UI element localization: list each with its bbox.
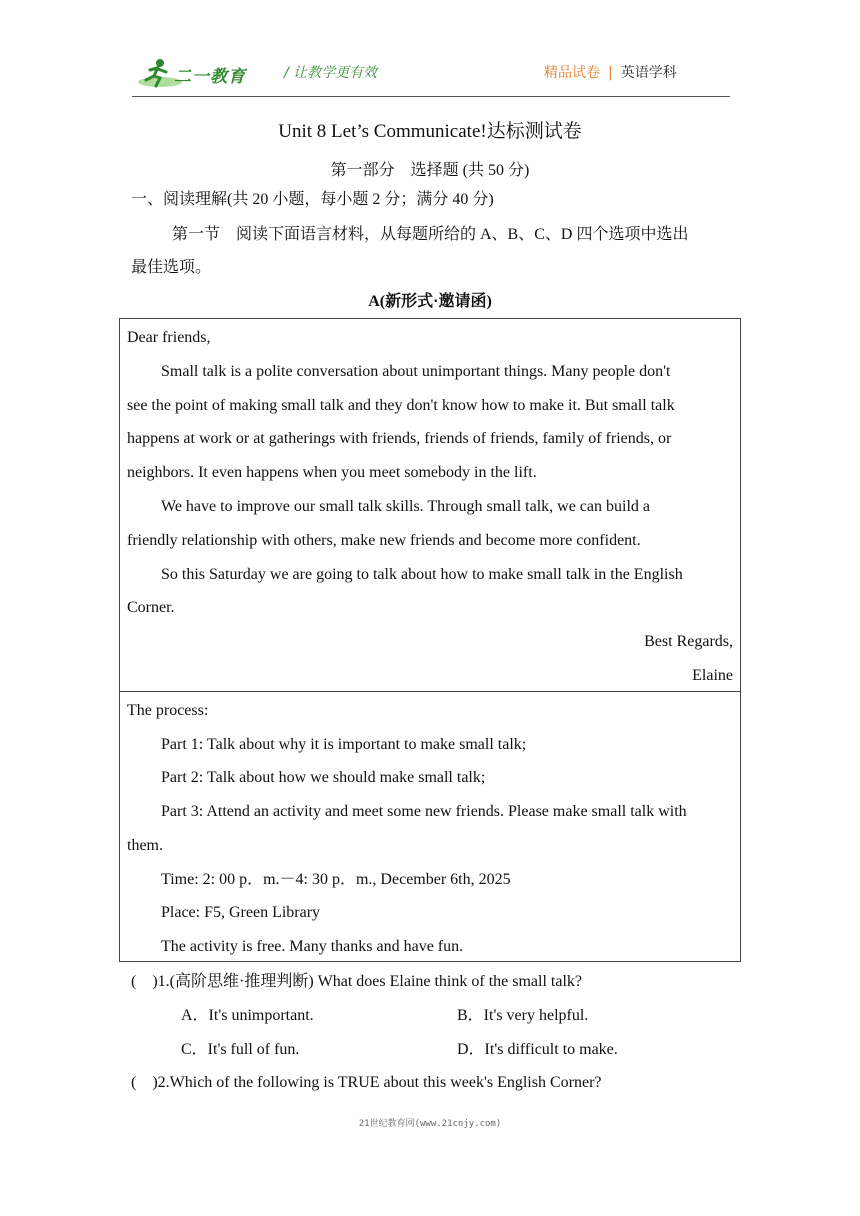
passage-label-text: A(新形式·邀请函) [368,293,492,310]
letter-signature: Elaine [692,667,733,684]
letter-text: happens at work or at gatherings with friends, friends of friends, family of friends, or [127,430,672,447]
letter-text: Corner. [127,599,175,616]
letter-text: So this Saturday we are going to talk about how to make small talk in the English [161,566,683,583]
logo-text: 二一教育 [174,67,246,87]
passage-label [0,292,860,312]
header-subject: 英语学科 [620,65,677,81]
letter-text: Small talk is a polite conversation about unimportant things. Many people don't [161,363,671,380]
question-2: ( )2.Which of the following is TRUE about this week's English Corner? [131,1074,602,1091]
process-part-2: Part 2: Talk about how we should make small talk; [161,769,486,786]
header-tag: 精品试卷 [544,65,600,81]
header-divider [132,96,730,97]
section-heading: 一、阅读理解(共 20 小题，每小题 2 分；满分 40 分) [131,191,494,208]
process-part-3-cont: them. [127,837,163,854]
slogan: / 让教学更有效 [284,65,378,81]
part-title: 第一部分 选择题 (共 50 分) [330,162,530,179]
instruction-line-1: 第一节 阅读下面语言材料，从每题所给的 A、B、C、D 四个选项中选出 [172,226,689,243]
q1-option-a[interactable]: A．It's unimportant. [181,1007,314,1024]
process-place: Place: F5, Green Library [161,904,321,921]
letter-greeting: Dear friends, [127,329,211,346]
instruction-line-2: 最佳选项。 [131,259,212,276]
header-right [544,62,677,82]
process-part-3: Part 3: Attend an activity and meet some new friends. Please make small talk with [161,803,687,820]
letter-text: friendly relationship with others, make new friends and become more confident. [127,532,641,549]
footer-source: 21世纪教育网(www.21cnjy.com) [358,1119,502,1129]
header-separator: | [608,65,613,81]
letter-text: see the point of making small talk and they don't know how to make it. But small talk [127,397,675,414]
letter-closing: Best Regards, [644,633,733,650]
q1-option-b[interactable]: B．It's very helpful. [457,1007,589,1024]
process-time: Time: 2: 00 p．m.－4: 30 p．m., December 6th, 2025 [161,871,511,888]
page-title: Unit 8 Let’s Communicate!达标测试卷 [278,121,582,142]
process-note: The activity is free. Many thanks and have fun. [161,938,464,955]
q1-option-d[interactable]: D．It's difficult to make. [457,1041,618,1058]
letter-text: We have to improve our small talk skills. Through small talk, we can build a [161,498,650,515]
process-heading: The process: [127,702,209,719]
question-1: ( )1.(高阶思维·推理判断) What does Elaine think of the small talk? [131,973,583,990]
process-part-1: Part 1: Talk about why it is important to make small talk; [161,736,527,753]
q1-option-c[interactable]: C．It's full of fun. [181,1041,300,1058]
letter-text: neighbors. It even happens when you meet somebody in the lift. [127,464,537,481]
